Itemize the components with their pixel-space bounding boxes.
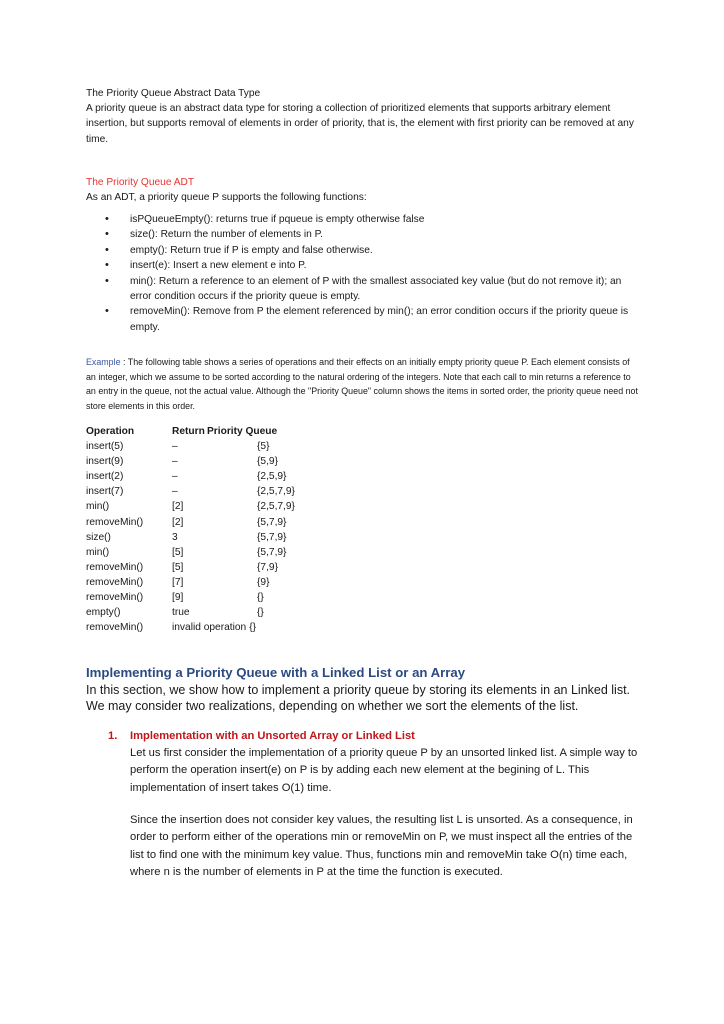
cell-operation: removeMin() <box>86 516 144 528</box>
table-row <box>86 439 295 454</box>
cell-return: [9] <box>172 592 184 604</box>
cell-operation: insert(2) <box>86 471 124 483</box>
cell-return: 3 <box>172 531 178 543</box>
cell-operation: removeMin() <box>86 622 144 634</box>
cell-queue: {9} <box>257 576 270 588</box>
table-row <box>86 469 295 484</box>
example-paragraph <box>86 355 638 413</box>
cell-queue: {7,9} <box>257 561 278 573</box>
cell-return: invalid operation <box>172 622 247 634</box>
cell-queue: {2,5,7,9} <box>257 486 295 498</box>
cell-operation: insert(5) <box>86 441 124 453</box>
header-return: Return <box>172 426 205 437</box>
table-row <box>86 499 295 514</box>
cell-return: [7] <box>172 576 184 588</box>
intro-paragraph: A priority queue is an abstract data type for storing a collection of prioritized elements that supports arbitrary element insertion, but supports removal of elements in order of priority, that is, the element with first priority can be removed at any time. <box>86 103 634 145</box>
subsection-title <box>108 728 415 744</box>
adt-intro: As an ADT, a priority queue P supports the following functions: <box>86 192 367 203</box>
cell-return: [5] <box>172 561 184 573</box>
table-row <box>86 454 295 469</box>
section-body: In this section, we show how to implement a priority queue by storing its elements in an Linked list. We may consider two realizations, depending on whether we sort the elements of the list. <box>86 683 631 713</box>
cell-operation: min() <box>86 546 110 558</box>
cell-queue: {5,7,9} <box>257 531 287 543</box>
cell-return: – <box>172 486 178 498</box>
table-header-row <box>86 424 295 439</box>
cell-operation: empty() <box>86 607 121 619</box>
example-text: : The following table shows a series of operations and their effects on an initially empty priority queue P. Each element consists of an integer, which we assume to be sorted according to the natural ordering of the integers. Note that each call to min returns a reference to an entry in the queue, not the actual value. Although the "Priority Queue" column shows the items in sorted order, the priority queue need not store elements in this order. <box>86 357 638 411</box>
header-operation: Operation <box>86 426 135 437</box>
cell-return: [2] <box>172 501 184 513</box>
list-item: • empty(): Return true if P is empty and false otherwise. <box>86 243 638 258</box>
cell-operation: removeMin() <box>86 592 144 604</box>
cell-queue: {2,5,9} <box>257 471 287 483</box>
table-row <box>86 530 295 545</box>
subsection-title-text: Implementation with an Unsorted Array or Linked List <box>130 730 415 742</box>
table-row <box>86 620 295 635</box>
cell-queue: {5,7,9} <box>257 516 287 528</box>
adt-heading: The Priority Queue ADT <box>86 177 195 188</box>
cell-queue: {5,9} <box>257 456 278 468</box>
list-item: • removeMin(): Remove from P the element referenced by min(); an error condition occurs if the priority queue is empty. <box>86 304 638 335</box>
paragraph-unsorted-insert: Let us first consider the implementation of a priority queue P by an unsorted linked list. A simple way to perform the operation insert(e) on P is by adding each new element at the begining of L. This implementation of insert takes O(1) time. <box>130 747 638 794</box>
section-title: Implementing a Priority Queue with a Linked List or an Array <box>86 665 466 680</box>
table-row <box>86 545 295 560</box>
cell-return: [5] <box>172 546 184 558</box>
cell-queue: {} <box>249 622 257 634</box>
table-row <box>86 515 295 530</box>
table-row <box>86 560 295 575</box>
cell-operation: removeMin() <box>86 576 144 588</box>
cell-operation: insert(9) <box>86 456 124 468</box>
doc-title: The Priority Queue Abstract Data Type <box>86 88 261 99</box>
cell-operation: insert(7) <box>86 486 124 498</box>
cell-return: – <box>172 471 178 483</box>
cell-queue: {2,5,7,9} <box>257 501 295 513</box>
example-label: Example <box>86 357 121 367</box>
cell-queue: {5} <box>257 441 270 453</box>
table-row <box>86 605 295 620</box>
header-priority-queue: Priority Queue <box>207 426 278 437</box>
cell-operation: removeMin() <box>86 561 144 573</box>
list-item: • isPQueueEmpty(): returns true if pqueue is empty otherwise false <box>86 212 638 227</box>
table-row <box>86 484 295 499</box>
operations-table <box>86 424 295 635</box>
list-item: • insert(e): Insert a new element e into P. <box>86 258 638 273</box>
cell-return: [2] <box>172 516 184 528</box>
cell-queue: {} <box>257 592 264 604</box>
cell-operation: min() <box>86 501 110 513</box>
cell-queue: {5,7,9} <box>257 546 287 558</box>
list-item: • min(): Return a reference to an element of P with the smallest associated key value (but do not remove it); an error condition occurs if the priority queue is empty. <box>86 274 638 305</box>
paragraph-unsorted-min: Since the insertion does not consider key values, the resulting list L is unsorted. As a consequence, in order to perform either of the operations min or removeMin on P, we must inspect all the entries of the list to find one with the minimum key value. Thus, functions min and removeMin take O(n) time each, where n is the number of elements in P at the time the function is executed. <box>130 814 633 878</box>
table-row <box>86 575 295 590</box>
table-row <box>86 590 295 605</box>
function-list <box>86 212 638 335</box>
cell-operation: size() <box>86 531 111 543</box>
cell-return: true <box>172 607 190 619</box>
cell-return: – <box>172 441 178 453</box>
list-item: • size(): Return the number of elements in P. <box>86 227 638 242</box>
cell-queue: {} <box>257 607 264 619</box>
cell-return: – <box>172 456 178 468</box>
subsection-number: 1. <box>108 730 118 742</box>
